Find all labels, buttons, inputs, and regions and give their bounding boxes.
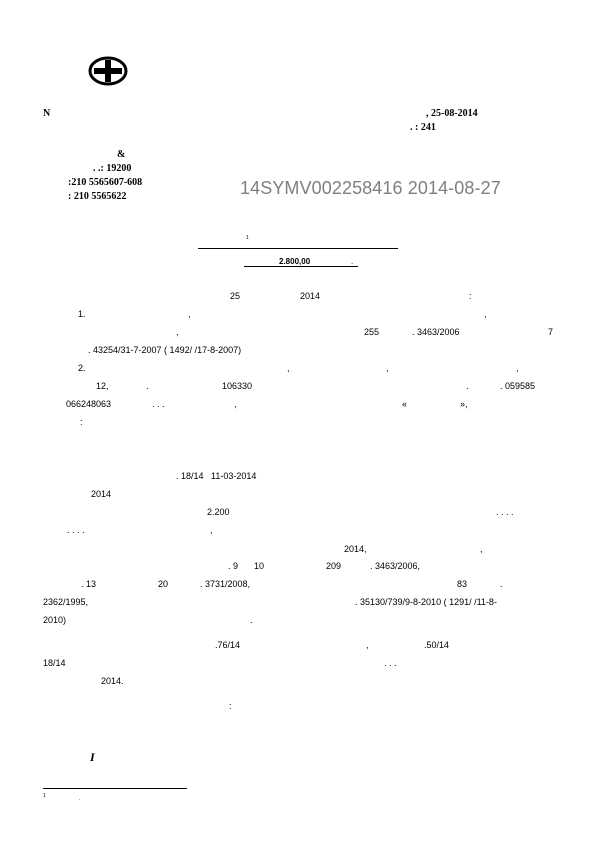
text-dots: . . . (384, 658, 397, 668)
decision-reference: . 35130/739/9-8-2010 ( 1291/ /11-8- (355, 597, 497, 607)
text-dots: . . . (152, 399, 165, 409)
law-reference: . 3731/2008, (200, 579, 251, 589)
postal-code: . .: 19200 (93, 163, 132, 174)
text-year: 2014, (344, 544, 367, 554)
text-day: 25 (230, 291, 241, 301)
item-number-1: 1. (78, 309, 86, 319)
decision-reference: .76/14 (215, 640, 241, 650)
text-year: 2010) (43, 615, 67, 625)
tax-number: 066248063 (66, 399, 112, 409)
text-year: 2014 (300, 291, 321, 301)
subject-footnote-mark: 1 (246, 235, 249, 241)
text-comma: , (480, 544, 483, 554)
law-reference: . 3463/2006 (412, 327, 460, 337)
document-id-stamp: 14SYMV002258416 2014-08-27 (240, 178, 501, 198)
law-reference: 2362/1995, (43, 597, 89, 607)
item-number-2: 2. (78, 363, 86, 373)
quote-open: « (402, 399, 408, 409)
text-comma: , (516, 363, 519, 373)
phone-number: :210 5565607-608 (68, 177, 143, 188)
text-year: 2014. (101, 676, 124, 686)
postal-code-value: 106330 (222, 381, 253, 391)
protocol-number: . : 241 (410, 122, 436, 133)
footnote-rule (43, 788, 187, 789)
text-dot: . (146, 381, 149, 391)
footnote-mark: 1 (43, 793, 46, 799)
quote-close: », (460, 399, 468, 409)
article-number: . 13 (81, 579, 97, 589)
decision-reference: .50/14 (424, 640, 450, 650)
request-reference: . 18/14 (176, 471, 204, 481)
text-comma: , (176, 327, 179, 337)
text-dots: . . . . (67, 525, 85, 535)
coat-of-arms-emblem (88, 56, 128, 86)
text-year: 2014 (91, 489, 112, 499)
amount-value: 2.200 (207, 507, 230, 517)
article-number: . 9 (228, 561, 239, 571)
header-n: N (43, 108, 51, 119)
text-dot: . (500, 579, 503, 589)
subject-amount-underline (244, 266, 358, 267)
text-seven: 7 (548, 327, 554, 337)
subject-amount-suffix: . (351, 257, 354, 266)
text-comma: , (234, 399, 237, 409)
text-dot: . (466, 381, 469, 391)
request-date: 11-03-2014 (211, 471, 257, 481)
section-roman-numeral: I (90, 750, 95, 764)
text-comma: , (287, 363, 290, 373)
article-number: 83 (457, 579, 468, 589)
text-street-number: 12, (96, 381, 109, 391)
text-colon: : (229, 701, 232, 711)
fax-number: : 210 5565622 (68, 191, 127, 202)
article-number: 209 (326, 561, 342, 571)
decision-reference: 18/14 (43, 658, 66, 668)
text-comma: , (188, 309, 191, 319)
decision-reference: . 43254/31-7-2007 ( 1492/ /17-8-2007) (88, 345, 242, 355)
law-reference: . 3463/2006, (370, 561, 421, 571)
law-article-number: 255 (364, 327, 380, 337)
text-colon: : (80, 417, 83, 427)
subject-amount: 2.800,00 (279, 257, 311, 266)
subject-rule (198, 248, 398, 249)
article-number: 20 (158, 579, 169, 589)
header-ampersand: & (117, 149, 126, 160)
footnote-text: . (79, 796, 81, 802)
text-dot: . (250, 615, 253, 625)
text-dots: . . . . (496, 507, 514, 517)
text-comma: , (386, 363, 389, 373)
document-date: , 25-08-2014 (426, 108, 478, 119)
text-comma: , (210, 525, 213, 535)
article-number: 10 (254, 561, 265, 571)
text-colon: : (469, 291, 472, 301)
registry-number: . 059585 (500, 381, 536, 391)
text-comma: , (366, 640, 369, 650)
text-comma: , (484, 309, 487, 319)
